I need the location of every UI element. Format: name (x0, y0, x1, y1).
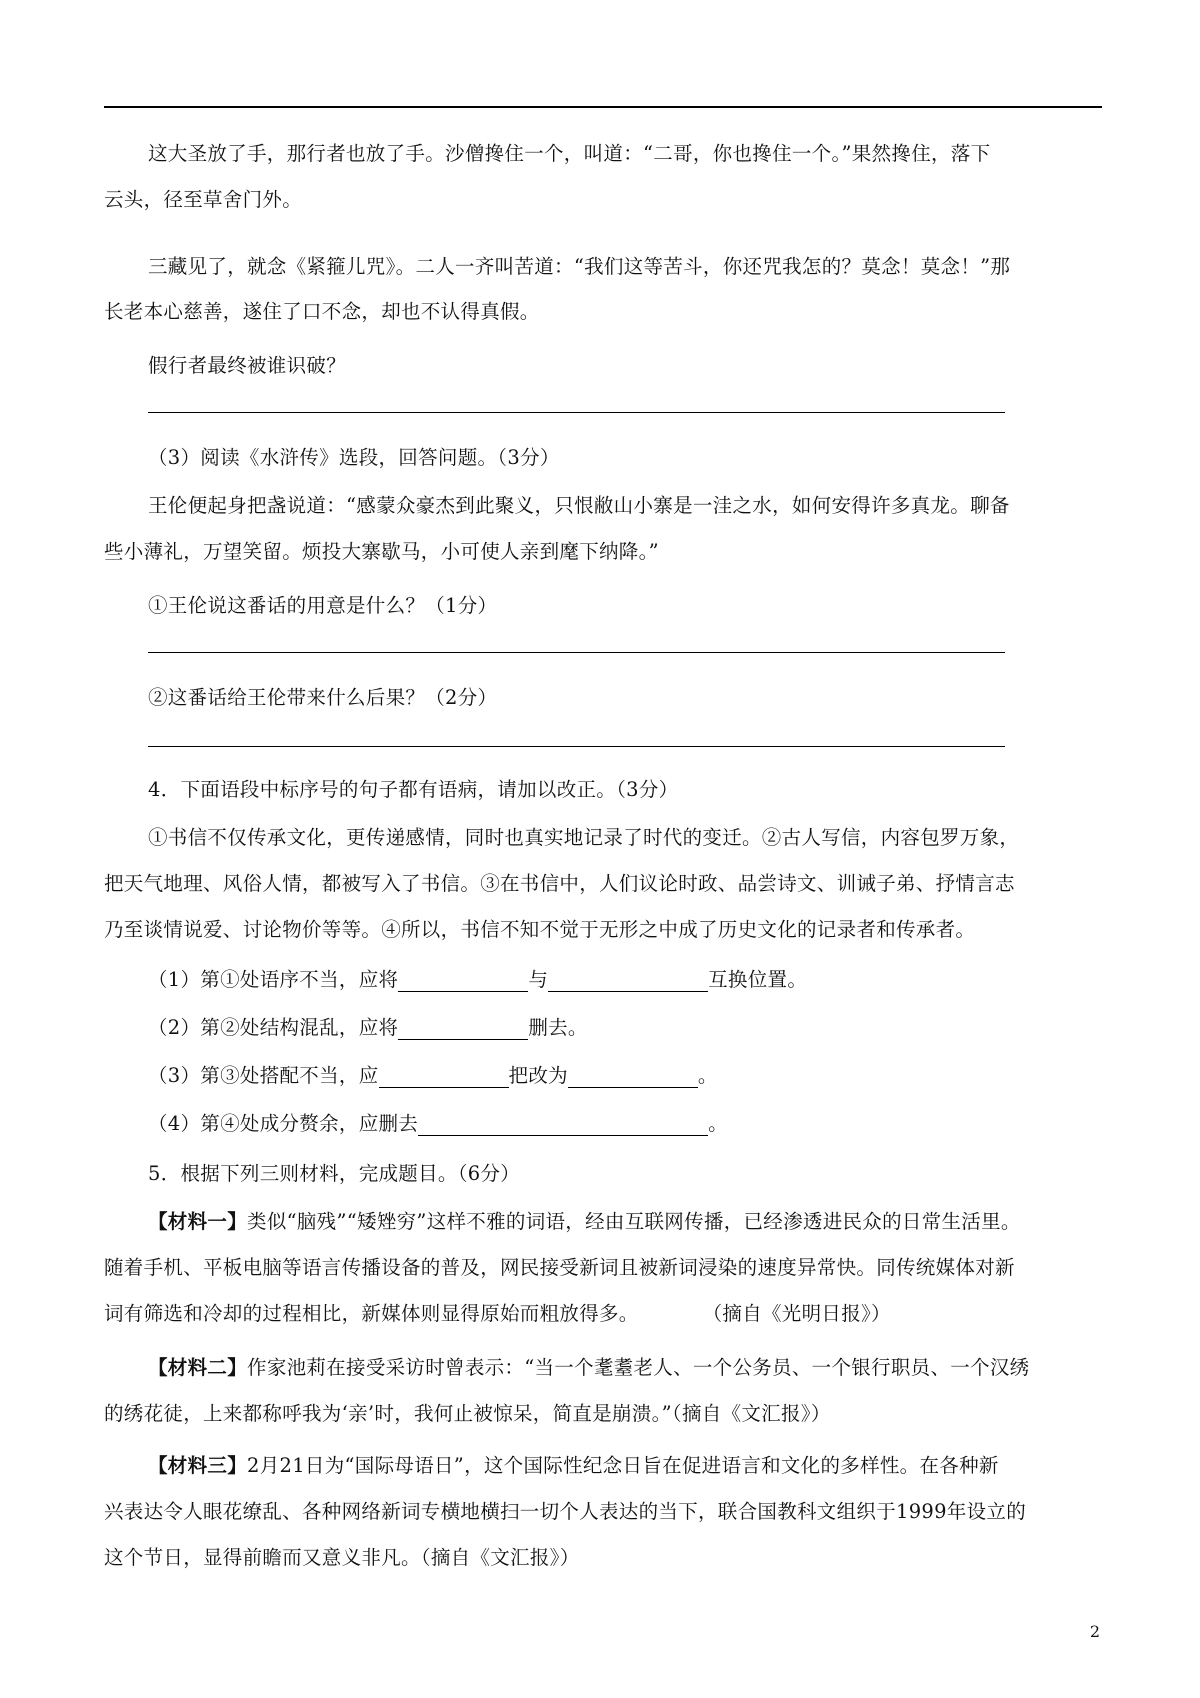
q4-para-line: ①书信不仅传承文化，更传递感情，同时也真实地记录了时代的变迁。②古人写信，内容包罗万象， (148, 826, 1020, 849)
q4-item-1 (148, 960, 1098, 1000)
fill-blank[interactable] (548, 967, 708, 992)
material-2-line: 的绣花徒，上来都称呼我为‘亲’时，我何止被惊呆，简直是崩溃。”（摘自《文汇报》） (104, 1402, 831, 1425)
material-3-line (148, 1446, 1098, 1486)
fill-blank[interactable] (398, 967, 528, 992)
fill-blank[interactable] (568, 1063, 698, 1088)
material-2-line (148, 1348, 1098, 1388)
fill-blank[interactable] (398, 1015, 528, 1040)
q4-item-3-text: 把改为 (508, 1064, 568, 1087)
q4-item-1-text: （1）第①处语序不当，应将 (148, 968, 399, 991)
q4-item-1-text: 互换位置。 (708, 968, 808, 991)
material-1-line (104, 1294, 1099, 1334)
material-1-text: 类似“脑残”“矮矬穷”这样不雅的词语，经由互联网传播，已经渗透进民众的日常生活里。 (247, 1210, 1021, 1233)
material-3-label: 【材料三】 (148, 1454, 248, 1477)
material-2-label: 【材料二】 (148, 1356, 248, 1379)
passage-line: 这大圣放了手，那行者也放了手。沙僧搀住一个，叫道：“二哥，你也搀住一个。”果然搀住，落下 (148, 142, 991, 165)
fill-blank[interactable] (418, 1111, 708, 1136)
q5-heading: 5．根据下列三则材料，完成题目。（6分） (148, 1162, 521, 1185)
q3-sub2: ②这番话给王伦带来什么后果？（2分） (148, 686, 498, 709)
q4-item-4-text: 。 (708, 1112, 728, 1135)
q4-item-3 (148, 1056, 1098, 1096)
passage-line: 三藏见了，就念《紧箍儿咒》。二人一齐叫苦道：“我们这等苦斗，你还咒我怎的？莫念！莫念！”那 (148, 255, 1011, 278)
material-3-line: 兴表达令人眼花缭乱、各种网络新词专横地横扫一切个人表达的当下，联合国教科文组织于1999年设立的 (104, 1500, 1027, 1523)
q4-item-2-text: （2）第②处结构混乱，应将 (148, 1016, 399, 1039)
q4-item-3-text: （3）第③处搭配不当，应 (148, 1064, 379, 1087)
header-rule (104, 106, 1102, 108)
q4-para-line: 乃至谈情说爱、讨论物价等等。④所以，书信不知不觉于无形之中成了历史文化的记录者和传承者。 (104, 918, 976, 941)
q4-item-2-text: 删去。 (528, 1016, 588, 1039)
q3-sub1: ①王伦说这番话的用意是什么？（1分） (148, 594, 498, 617)
material-2-text: 作家池莉在接受采访时曾表示：“当一个耄耋老人、一个公务员、一个银行职员、一个汉绣 (247, 1356, 1030, 1379)
answer-line[interactable] (148, 652, 1005, 653)
question-fake-wukong: 假行者最终被谁识破？ (148, 354, 347, 377)
answer-line[interactable] (148, 746, 1005, 747)
answer-line[interactable] (148, 412, 1005, 413)
page-number: 2 (1089, 1622, 1100, 1641)
fill-blank[interactable] (379, 1063, 509, 1088)
q4-para-line: 把天气地理、风俗人情，都被写入了书信。③在书信中，人们议论时政、品尝诗文、训诫子弟、抒情言志 (104, 872, 1015, 895)
material-1-label: 【材料一】 (148, 1210, 248, 1233)
material-3-text: 2月21日为“国际母语日”，这个国际性纪念日旨在促进语言和文化的多样性。在各种新 (247, 1454, 999, 1477)
passage-line: 云头，径至草舍门外。 (104, 188, 303, 211)
q4-item-4-text: （4）第④处成分赘余，应删去 (148, 1112, 419, 1135)
q4-item-2 (148, 1008, 1098, 1048)
q4-item-1-text: 与 (528, 968, 549, 991)
material-1-line: 随着手机、平板电脑等语言传播设备的普及，网民接受新词且被新词浸染的速度异常快。同传统媒体对新 (104, 1256, 1015, 1279)
q3-quote-line: 王伦便起身把盏说道：“感蒙众豪杰到此聚义，只恨敝山小寨是一洼之水，如何安得许多真龙。聊备 (148, 494, 1010, 517)
q3-heading: （3）阅读《水浒传》选段，回答问题。（3分） (148, 446, 560, 469)
q4-item-4 (148, 1104, 1098, 1144)
material-3-line: 这个节日，显得前瞻而又意义非凡。（摘自《文汇报》） (104, 1546, 580, 1569)
material-1-line (148, 1202, 1098, 1242)
material-1-text: 词有筛选和冷却的过程相比，新媒体则显得原始而粗放得多。 (104, 1302, 639, 1325)
material-1-source: （摘自《光明日报》） (702, 1302, 891, 1325)
q4-heading: 4．下面语段中标序号的句子都有语病，请加以改正。（3分） (148, 778, 679, 801)
q3-quote-line: 些小薄礼，万望笑留。烦投大寨歇马，小可使人亲到麾下纳降。” (104, 540, 659, 563)
q4-item-3-text: 。 (697, 1064, 718, 1087)
passage-line: 长老本心慈善，遂住了口不念，却也不认得真假。 (104, 300, 540, 323)
